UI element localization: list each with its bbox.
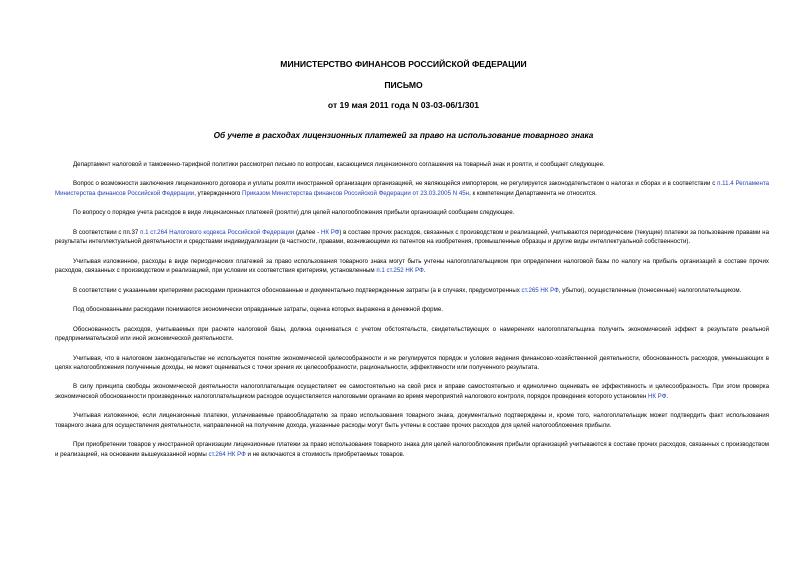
paragraph-text: , к компетенции Департамента не относится. xyxy=(469,189,597,197)
paragraph-text: и не включаются в стоимость приобретаемых товаров. xyxy=(245,451,405,459)
link-order-45n[interactable]: Приказом Министерства финансов Российской Федерации от 23.03.2005 N 45н xyxy=(242,189,470,197)
paragraph-text: При приобретении товаров у иностранной организации лицензионные платежи за право использования товарного знака для целей налогообложения прибыли организаций учитываются в составе прочих расходов, связанных с производством и реализацией, на основании вышеуказанной нормы xyxy=(55,441,769,459)
paragraph-text: , убытки), осуществленные (понесенные) налогоплательщиком. xyxy=(558,286,742,294)
paragraph-6 xyxy=(55,286,769,296)
link-art264[interactable]: п.1 ст.264 Налогового кодекса Российской Федерации xyxy=(140,228,295,236)
paragraph-10 xyxy=(55,382,769,401)
link-nk-rf[interactable]: НК РФ xyxy=(320,228,340,236)
document-body xyxy=(55,160,769,460)
paragraph-text: По вопросу о порядке учета расходов в виде лицензионных платежей (роялти) для целей налогообложения прибыли организаций сообщаем следующее. xyxy=(73,209,515,217)
paragraph-text: Под обоснованными расходами понимаются экономически оправданные затраты, оценка которых выражена в денежной форме. xyxy=(73,306,443,314)
paragraph-text: Департамент налоговой и таможенно-тарифной политики рассмотрел письмо по вопросам, касающимся лицензионного соглашения на товарный знак и роялти, и сообщает следующее. xyxy=(73,161,605,168)
paragraph-text: Вопрос о возможности заключения лицензионного договора и уплаты роялти иностранной организации организацией, не являющейся импортером, не регулируется законодательством о налогах и сборах и в соответствии с xyxy=(73,180,718,188)
paragraph-text: Учитывая, что в налоговом законодательстве не используется понятие экономической целесообразности и не регулируется порядок и условия ведения финансово-хозяйственной деятельности, обоснованность расходов, уменьшающих в целях налогообложения полученные доходы, не может оцениваться с точки зрения их целесообразности, рациональности, эффективности или полученного результата. xyxy=(55,354,769,372)
paragraph-12 xyxy=(55,440,769,459)
link-art265[interactable]: ст.265 НК РФ xyxy=(521,286,559,294)
paragraph-text: . xyxy=(666,393,669,401)
paragraph-3 xyxy=(55,208,769,218)
paragraph-text: В соответствии с пп.37 xyxy=(73,228,141,236)
paragraph-text: ) в составе прочих расходов, связанных с производством и реализацией, учитываются периодические (текущие) платежи за пользование правами на результаты интеллектуальной деятельности и средствами индивидуализации (в частности, правами, возникающими из патентов на изобретения, промышленные образцы и другие виды интеллектуальной собственности). xyxy=(55,228,769,246)
paragraph-7 xyxy=(55,305,769,315)
paragraph-5 xyxy=(55,257,769,276)
paragraph-4 xyxy=(55,228,769,247)
document-type: ПИСЬМО xyxy=(384,80,423,90)
paragraph-8 xyxy=(55,325,769,344)
link-art264-2[interactable]: ст.264 НК РФ xyxy=(208,451,246,459)
paragraph-2 xyxy=(55,179,769,198)
paragraph-text: , утвержденного xyxy=(194,189,243,197)
ministry-heading: МИНИСТЕРСТВО ФИНАНСОВ РОССИЙСКОЙ ФЕДЕРАЦИИ xyxy=(280,59,527,69)
paragraph-11 xyxy=(55,411,769,430)
paragraph-text: Обоснованность расходов, учитываемых при расчете налоговой базы, должна оцениваться с учетом обстоятельств, свидетельствующих о намерениях налогоплательщика получить экономический эффект в результате реальной предпринимательской или иной экономической деятельности. xyxy=(55,325,769,343)
document-title: Об учете в расходах лицензионных платежей за право на использование товарного знака xyxy=(213,131,594,140)
paragraph-1 xyxy=(55,160,769,170)
paragraph-text: В соответствии с указанными критериями расходами признаются обоснованные и документально подтвержденные затраты (а в случаях, предусмотренных xyxy=(73,286,522,294)
paragraph-text: . xyxy=(423,267,426,275)
paragraph-text: Учитывая изложенное, если лицензионные платежи, уплачиваемые правообладателю за право использования товарного знака, документально подтверждены и, кроме того, налогоплательщик может подтвердить факт использования товарного знака для осуществления деятельности, направленной на получение дохода, указанные расходы могут быть учтены в составе прочих расходов для целей налогообложения прибыли. xyxy=(55,412,769,430)
paragraph-text: (далее - xyxy=(294,228,321,236)
link-nk-rf-2[interactable]: НК РФ xyxy=(647,393,667,401)
paragraph-9 xyxy=(55,354,769,373)
link-regulation[interactable]: п.11.4 Регламента Министерства финансов Российской Федерации xyxy=(55,180,769,197)
paragraph-text: Учитывая изложенное, расходы в виде периодических платежей за право использования товарного знака могут быть учтены налогоплательщиком при определении налоговой базы по налогу на прибыль организаций в составе прочих расходов, связанных с производством и реализацией, при условии их соответствия критериям, установленным xyxy=(55,257,769,275)
paragraph-text: В силу принципа свободы экономической деятельности налогоплательщик осуществляет ее самостоятельно на свой риск и вправе самостоятельно и единолично оценивать ее эффективность и целесообразность. При этом проверка экономической обоснованности произведенных налогоплательщиком расходов осуществляется налоговыми органами во время мероприятий налогового контроля, порядок проведения которого установлен xyxy=(55,383,769,401)
document-date-number: от 19 мая 2011 года N 03-03-06/1/301 xyxy=(327,100,480,110)
link-art252[interactable]: п.1 ст.252 НК РФ xyxy=(376,267,424,275)
